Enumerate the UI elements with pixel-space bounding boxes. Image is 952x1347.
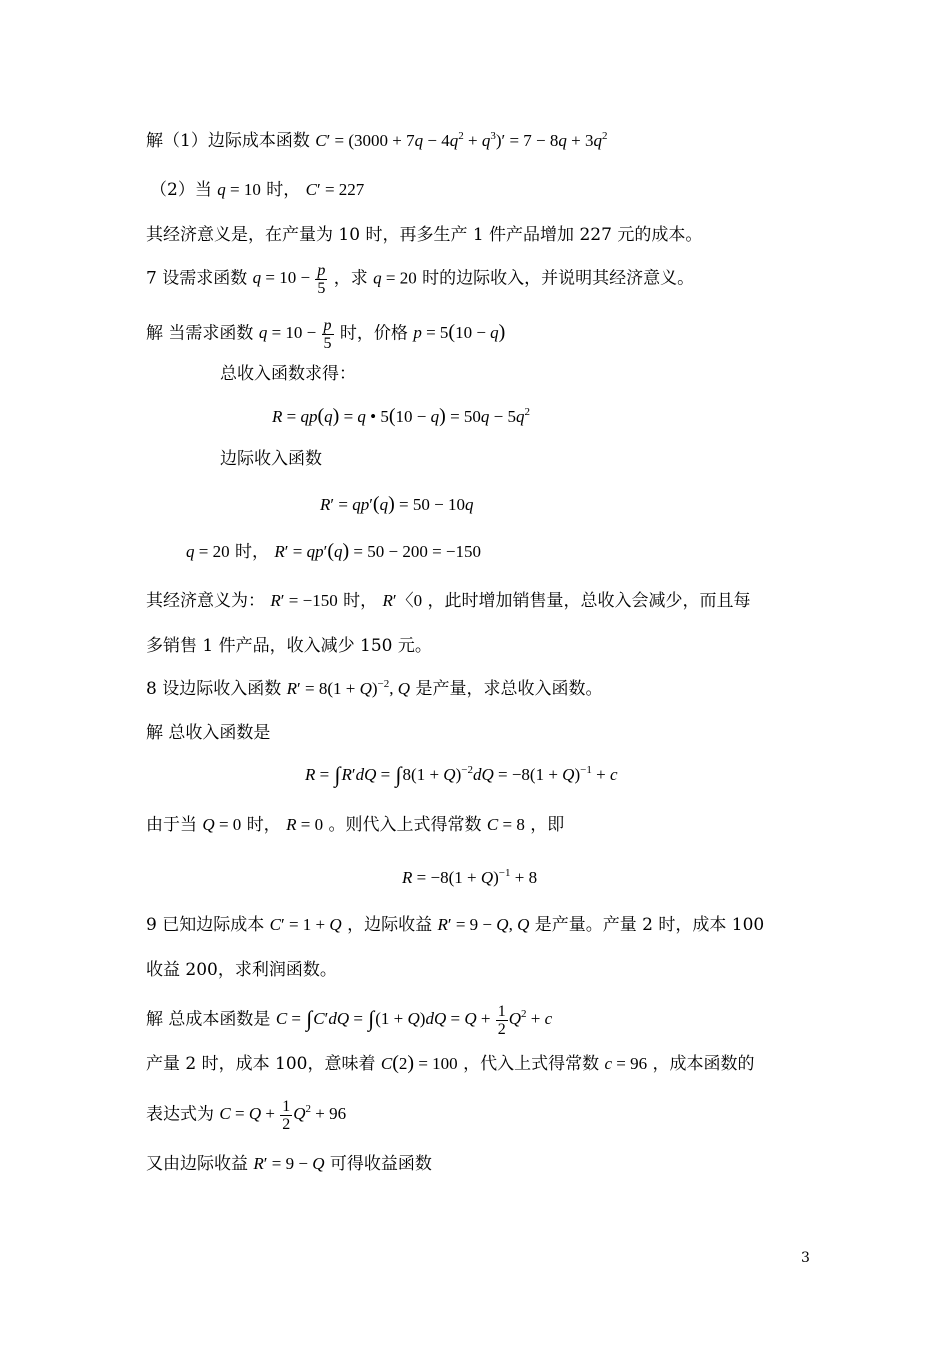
text: 8 设边际收入函数 [146,679,282,699]
text: 9 已知边际成本 [146,915,265,935]
marginal-revenue-label: 边际收入函数 [220,449,322,469]
text: 是产量，求总收入函数。 [415,679,603,699]
problem-9-line-2: 收益 200，求利润函数。 [146,960,337,980]
total-revenue-formula: R = qp(q) = q • $5(10 - q) = 50q - 5q^2$ [272,405,530,427]
text: 。则代入上式得常数 [328,815,482,835]
econ-meaning-line: 其经济意义是，在产量为 10 时，再多生产 1 件产品增加 227 元的成本。 [146,225,703,245]
text: ，此时增加销售量，总收入会减少，而且每 [427,591,751,611]
math: Q = 0 [202,815,242,834]
text: （2）当 [150,180,212,200]
total-revenue-result: $R = -8(1 + Q)^{-1} + 8$ [402,867,538,887]
solution-1-line [146,130,607,152]
page-number: 3 [801,1250,810,1266]
math: R = 0 [286,815,324,834]
text: 是产量。产量 2 时，成本 100 [534,915,765,935]
math: C = 8 [486,815,525,834]
math: c = 96 [604,1054,648,1073]
text: 解（1）边际成本函数 [146,131,310,151]
marginal-revenue-formula: R′ = qp′(q) = 50 − 10q [320,493,474,515]
math: q = 20 [186,542,230,561]
math: $R' = 8(1 + Q)^{-2}$, Q [286,678,411,698]
math: R′ = 9 − Q [253,1154,325,1173]
text: 产量 2 时，成本 100，意味着 [146,1054,376,1074]
text: ，求 [333,268,368,289]
demand-function: q = 10 − $\frac{p}{5}$ [252,262,326,297]
econ-meaning-line-2 [146,590,751,612]
revenue-derivation-line [146,1153,432,1175]
text: 7 设需求函数 [146,268,248,289]
solution-2-line [150,179,364,201]
text: 时的边际收入，并说明其经济意义。 [422,268,695,289]
text: 又由边际收益 [146,1154,248,1174]
text: 时， [246,815,281,835]
problem-9-line [146,914,764,936]
math: R′ = qp′(q) = 50 − 200 = −150 [274,540,482,562]
text: 解 当需求函数 [146,323,254,344]
text: 时，价格 [339,323,408,344]
cost-constant-line [146,1052,755,1075]
solution-9-line [146,1003,552,1038]
math: q = 20 [373,268,417,288]
text: 时， [343,591,378,611]
text: 其经济意义为： [146,591,265,611]
text: 表达式为 [146,1104,214,1125]
text: 时， [266,180,301,200]
integral-formula-1: $R = \int R'dQ = \int 8(1 + Q)^{-2}dQ = -8(1 + Q)^{-1} + c$ [305,762,618,787]
text: 可得收益函数 [329,1154,432,1174]
evaluation-line [186,540,481,563]
problem-8-line [146,678,602,700]
text: 由于当 [146,815,197,835]
math: R′ = 9 − Q, Q [437,915,530,934]
math: q = 10 [217,180,261,199]
text: ，成本函数的 [652,1054,755,1074]
text: ，代入上式得常数 [463,1054,600,1074]
demand-function: q = 10 − $\frac{p}{5}$ [258,317,332,352]
math: R′ = −150 [270,591,338,610]
total-cost-integral: C = ∫C′dQ = ∫(1 + Q)dQ = Q + $\frac{1}{2}$ $Q^2 + c$ [275,1003,553,1038]
text: ，即 [530,815,565,835]
cost-expression-line [146,1098,346,1133]
solution-8-line: 解 总收入函数是 [146,723,271,743]
text: 时， [235,542,269,562]
solution-7-line [146,317,505,352]
price-function: p = 5(10 − q) [413,321,506,344]
math: C(2) = 100 [380,1052,458,1074]
math: R′〈0 [382,591,423,610]
econ-meaning-line-3: 多销售 1 件产品，收入减少 150 元。 [146,636,432,656]
total-revenue-label: 总收入函数求得： [220,364,356,384]
math: C′ = 1 + Q [269,915,342,934]
constant-line [146,814,564,836]
marginal-cost-formula: $C' = (3000 + 7q - 4q^2 + q^3)' = 7 - 8q + 3q^2$ [315,130,608,150]
text: ，边际收益 [347,915,433,935]
problem-7-line [146,262,694,297]
text: 解 总成本函数是 [146,1009,271,1030]
cost-function: C = Q + $\frac{1}{2}$ $Q^2 + 96$ [219,1098,347,1133]
math: C′ = 227 [305,180,365,199]
